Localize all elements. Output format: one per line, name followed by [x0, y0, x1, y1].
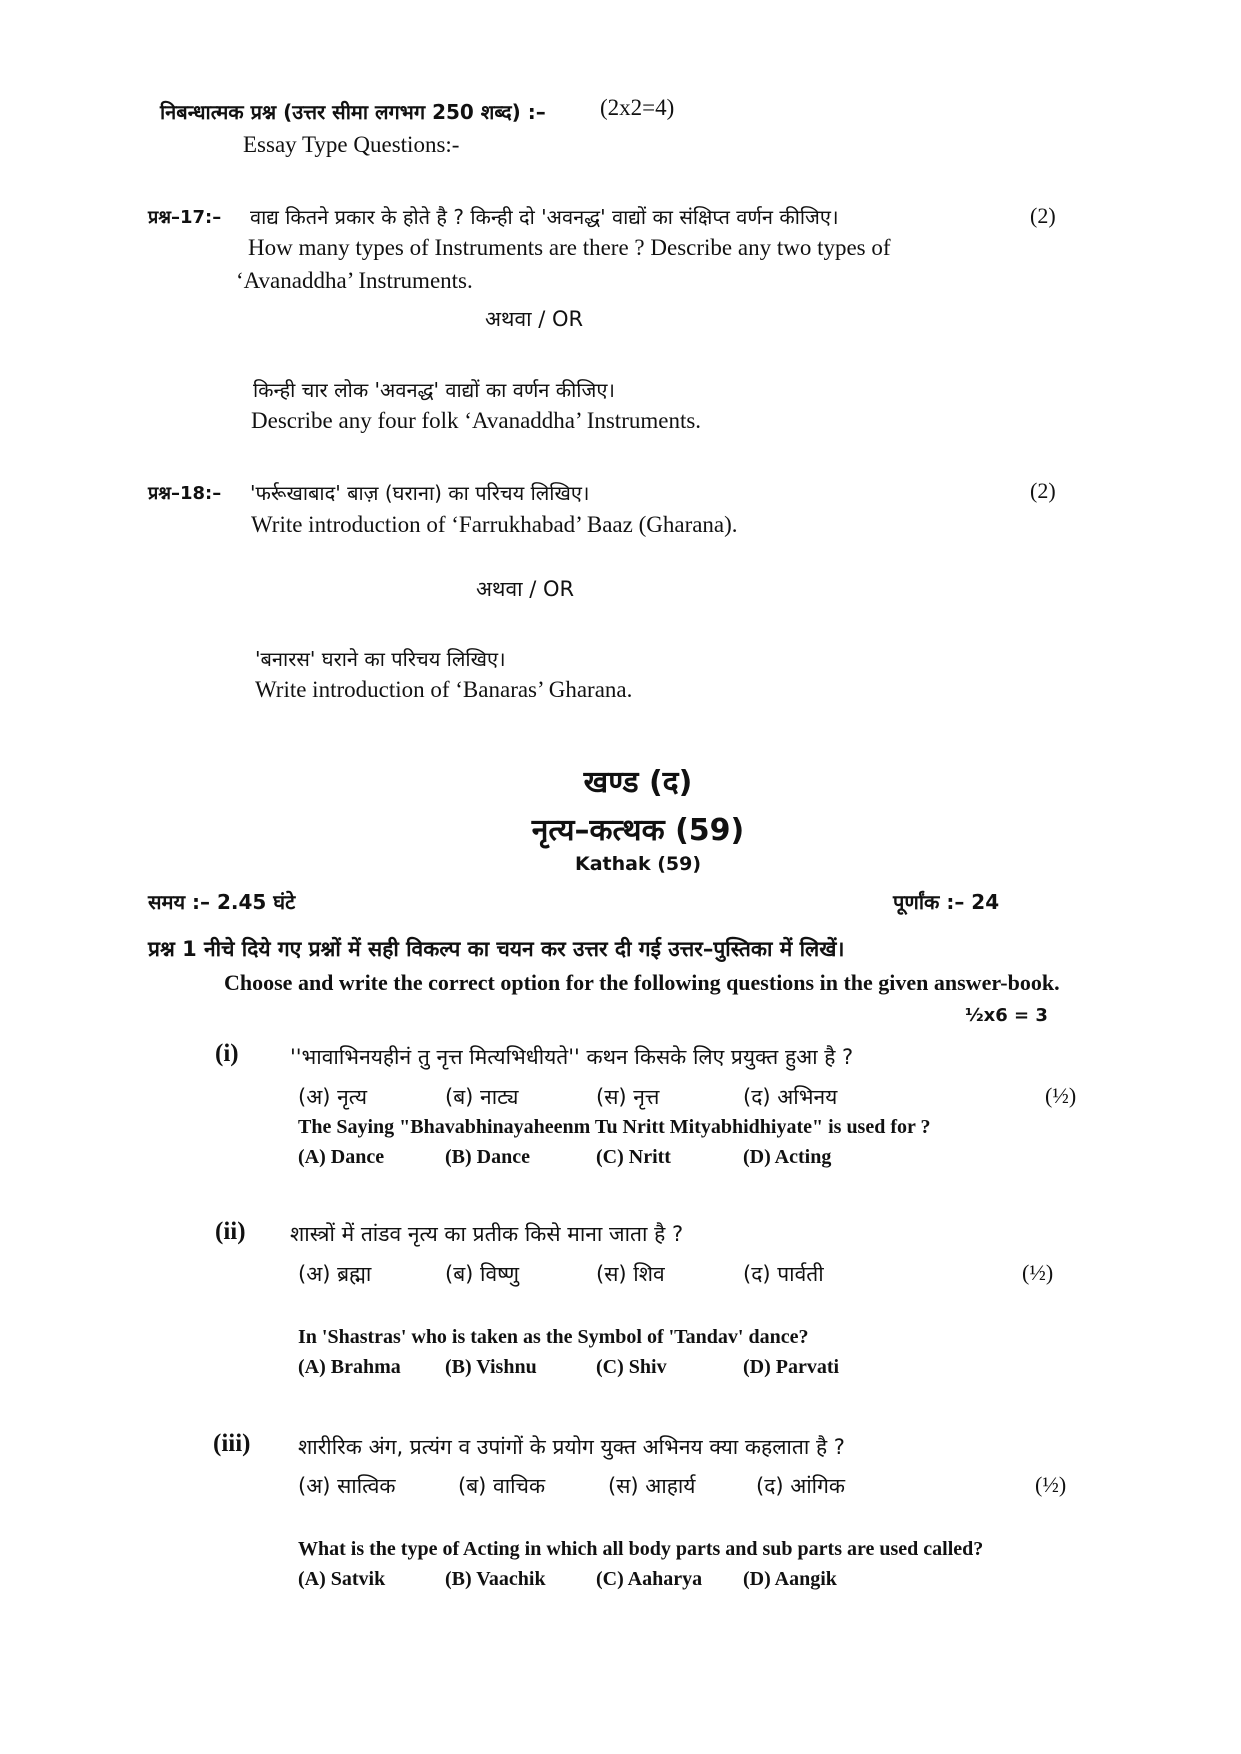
essay-heading-english: Essay Type Questions:-: [243, 132, 460, 157]
item-option-hindi: (स) नृत्त: [596, 1085, 660, 1109]
q17-label: प्रश्न–17:–: [148, 207, 222, 228]
exam-time: समय :– 2.45 घंटे: [148, 890, 296, 914]
essay-heading-hindi: निबन्धात्मक प्रश्न (उत्तर सीमा लगभग 250 शब्द) :–: [160, 100, 546, 124]
item-option-hindi: (ब) विष्णु: [445, 1262, 520, 1286]
item-hindi-question: ''भावाभिनयहीनं तु नृत्त मित्यभिधीयते'' कथन किसके लिए प्रयुक्त हुआ है ?: [290, 1045, 854, 1069]
item-english-question: In 'Shastras' who is taken as the Symbol of 'Tandav' dance?: [298, 1326, 809, 1348]
q17-english-line1: How many types of Instruments are there ? Describe any two types of: [248, 235, 891, 260]
q18-alt-english: Write introduction of ‘Banaras’ Gharana.: [255, 677, 633, 702]
item-option-english: (D) Aangik: [743, 1568, 837, 1590]
q17-alt-hindi: किन्ही चार लोक 'अवनद्ध' वाद्यों का वर्णन कीजिए।: [253, 378, 615, 402]
total-marks: पूर्णांक :– 24: [893, 890, 1000, 914]
item-english-question: The Saying "Bhavabhinayaheenm Tu Nritt Mityabhidhiyate" is used for ?: [298, 1116, 931, 1138]
q17-alt-english: Describe any four folk ‘Avanaddha’ Instruments.: [251, 408, 702, 433]
item-hindi-question: शारीरिक अंग, प्रत्यंग व उपांगों के प्रयोग युक्त अभिनय क्या कहलाता है ?: [298, 1435, 845, 1459]
item-english-question: What is the type of Acting in which all body parts and sub parts are used called?: [298, 1538, 984, 1560]
section-khand: खण्ड (द): [583, 765, 693, 800]
q18-english: Write introduction of ‘Farrukhabad’ Baaz (Gharana).: [251, 512, 738, 537]
item-option-hindi: (द) अभिनय: [743, 1085, 838, 1109]
item-option-english: (C) Aaharya: [596, 1568, 703, 1590]
item-option-hindi: (अ) ब्रह्मा: [298, 1262, 372, 1286]
item-option-english: (C) Shiv: [596, 1356, 667, 1378]
q17-english-line2: ‘Avanaddha’ Instruments.: [236, 268, 473, 293]
item-mark: (½): [1045, 1083, 1077, 1108]
q18-marks: (2): [1030, 478, 1056, 503]
q17-or: अथवा / OR: [485, 307, 584, 331]
item-option-hindi: (अ) नृत्य: [298, 1085, 368, 1109]
item-option-hindi: (द) पार्वती: [743, 1262, 824, 1286]
item-number: (i): [215, 1040, 239, 1067]
section-title-english: Kathak (59): [574, 853, 702, 875]
item-number: (iii): [213, 1430, 251, 1457]
item-hindi-question: शास्त्रों में तांडव नृत्य का प्रतीक किसे माना जाता है ?: [290, 1222, 684, 1246]
item-option-english: (D) Acting: [743, 1146, 832, 1168]
item-option-english: (C) Nritt: [596, 1146, 671, 1168]
item-option-english: (A) Brahma: [298, 1356, 401, 1378]
item-option-english: (A) Dance: [298, 1146, 385, 1168]
item-option-hindi: (ब) वाचिक: [458, 1474, 546, 1498]
item-option-english: (B) Vaachik: [445, 1568, 546, 1590]
q17-marks: (2): [1030, 203, 1056, 228]
q18-alt-hindi: 'बनारस' घराने का परिचय लिखिए।: [255, 647, 506, 671]
item-mark: (½): [1035, 1472, 1067, 1497]
q1-marks: ½x6 = 3: [965, 1005, 1048, 1026]
q18-or: अथवा / OR: [476, 577, 575, 601]
q1-instruction-english: Choose and write the correct option for the following questions in the given answer-book.: [224, 970, 1060, 995]
item-option-hindi: (ब) नाट्य: [445, 1085, 519, 1109]
item-option-hindi: (स) आहार्य: [608, 1474, 696, 1498]
item-option-hindi: (द) आंगिक: [756, 1474, 846, 1498]
item-option-english: (A) Satvik: [298, 1568, 386, 1590]
q18-hindi: 'फर्रूखाबाद' बाज़ (घराना) का परिचय लिखिए।: [250, 481, 590, 505]
q18-label: प्रश्न–18:–: [148, 483, 222, 504]
item-option-english: (D) Parvati: [743, 1356, 840, 1378]
section-title-hindi: नृत्य–कत्थक (59): [531, 813, 745, 848]
item-option-hindi: (स) शिव: [596, 1262, 665, 1286]
q1-instruction-hindi: प्रश्न 1 नीचे दिये गए प्रश्नों में सही विकल्प का चयन कर उत्तर दी गई उत्तर–पुस्तिका में लिखें।: [148, 937, 845, 961]
item-number: (ii): [215, 1218, 246, 1245]
essay-heading-marks: (2x2=4): [600, 95, 675, 120]
item-option-hindi: (अ) सात्विक: [298, 1474, 396, 1498]
item-option-english: (B) Dance: [445, 1146, 530, 1168]
item-mark: (½): [1022, 1260, 1054, 1285]
q17-hindi: वाद्य कितने प्रकार के होते है ? किन्ही दो 'अवनद्ध' वाद्यों का संक्षिप्त वर्णन कीजिए।: [250, 205, 839, 229]
item-option-english: (B) Vishnu: [445, 1356, 537, 1378]
